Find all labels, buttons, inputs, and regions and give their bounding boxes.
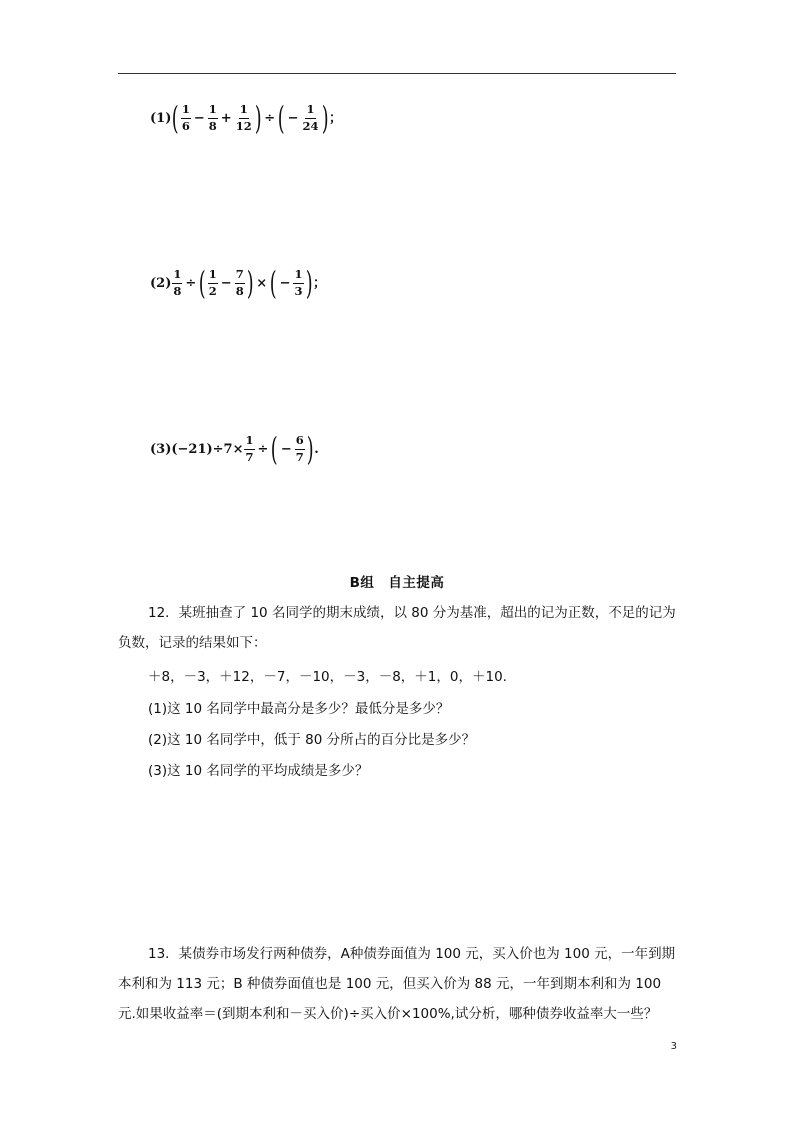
- minus-sign: −: [220, 275, 232, 291]
- expression-3-label: (3): [150, 441, 172, 457]
- fraction: $\frac{1}{2}$: [208, 267, 217, 298]
- expression-2: [150, 264, 326, 302]
- expression-1: [150, 99, 342, 137]
- period: .: [314, 441, 319, 457]
- minus-sign: −: [193, 110, 205, 126]
- fraction: $\frac{1}{6}$: [181, 102, 190, 133]
- question-12-stem: 12．某班抽查了 10 名同学的期末成绩，以 80 分为基准，超出的记为正数，不足的记为负数，记录的结果如下：: [118, 605, 676, 651]
- page-number: 3: [670, 1041, 677, 1052]
- right-paren: ): [306, 430, 314, 468]
- left-paren: (: [199, 264, 206, 302]
- question-12-sub-3: (3)这 10 名同学的平均成绩是多少？: [148, 763, 369, 779]
- section-heading: B组 自主提高: [349, 575, 445, 591]
- expression-2-label: (2): [150, 275, 172, 291]
- fraction: $\frac{1}{7}$: [245, 433, 254, 464]
- expression-1-label: (1): [150, 110, 172, 126]
- negative-sign: −: [280, 441, 292, 457]
- right-paren: ): [254, 99, 262, 137]
- right-paren: ): [305, 264, 313, 302]
- left-paren: (: [172, 99, 180, 137]
- question-12-sub-2: (2)这 10 名同学中，低于 80 分所占的百分比是多少？: [148, 732, 476, 748]
- left-paren: (: [271, 430, 279, 468]
- fraction: $\frac{1}{8}$: [173, 267, 182, 298]
- fraction: $\frac{1}{12}$: [235, 102, 252, 133]
- left-paren: (: [277, 99, 285, 137]
- question-12-data: ＋8，－3，＋12，－7，－10，－3，－8，＋1，0，＋10.: [148, 669, 507, 685]
- times-sign: ×: [256, 275, 268, 291]
- fraction: $\frac{1}{3}$: [294, 267, 303, 298]
- fraction: $\frac{6}{7}$: [295, 433, 304, 464]
- expression-3-lead: (−21)÷7×: [171, 441, 244, 457]
- fraction: $\frac{1}{24}$: [302, 102, 319, 133]
- divide-sign: ÷: [185, 275, 197, 291]
- semicolon: ；: [328, 110, 342, 126]
- header-rule: [118, 73, 676, 74]
- fraction: $\frac{7}{8}$: [235, 267, 244, 298]
- question-12-sub-1: (1)这 10 名同学中最高分是多少？最低分是多少？: [148, 701, 450, 717]
- semicolon: ；: [312, 275, 326, 291]
- right-paren: ): [246, 264, 254, 302]
- divide-sign: ÷: [264, 110, 276, 126]
- plus-sign: +: [220, 110, 232, 126]
- left-paren: (: [269, 264, 277, 302]
- expression-3: [150, 430, 319, 468]
- fraction: $\frac{1}{8}$: [208, 102, 217, 133]
- question-13-text: 13．某债券市场发行两种债券，A种债券面值为 100 元，买入价也为 100 元，一年到期本利和为 113 元；B 种债券面值也是 100 元，但买入价为 88 元，一年到期本利和为 100 元.如果收益率＝(到期本利和－买入价)÷买入价×100%,试分析，哪种债券收益率大一些？: [118, 946, 676, 1022]
- right-paren: ): [321, 99, 329, 137]
- divide-sign: ÷: [257, 441, 269, 457]
- negative-sign: −: [279, 275, 291, 291]
- negative-sign: −: [287, 110, 299, 126]
